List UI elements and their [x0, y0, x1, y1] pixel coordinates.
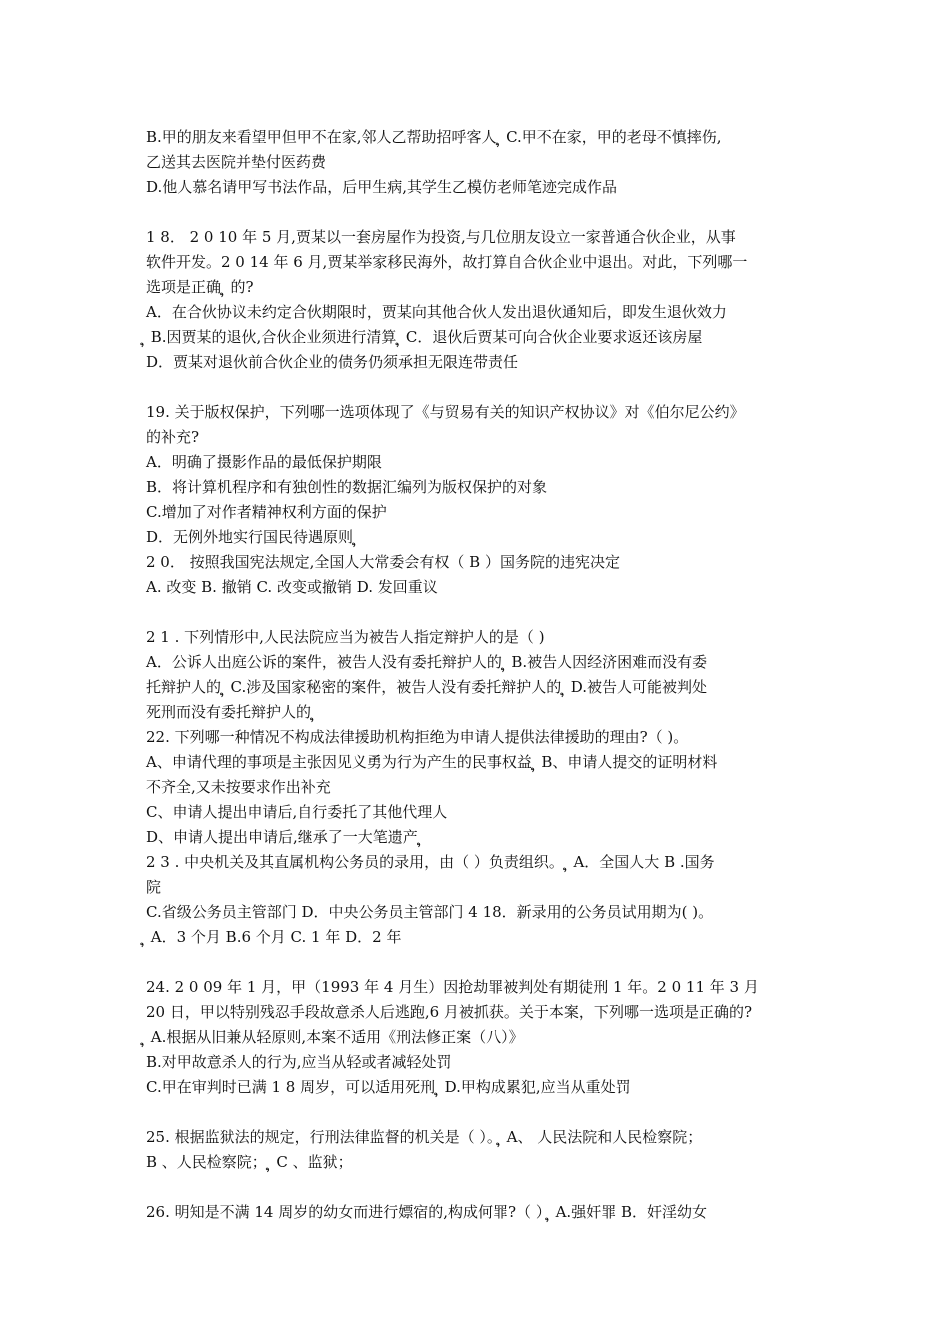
text-line: B 、人民检察院； ຸ C 、监狱； — [146, 1153, 353, 1171]
text-line: 2 0． 按照我国宪法规定,全国人大常委会有权（ B ）国务院的违宪决定 — [146, 553, 620, 571]
text-line: 25. 根据监狱法的规定，行刑法律监督的机关是（ ）。ຸ A、 人民法院和人民检察院； — [146, 1128, 703, 1146]
text-line: 不齐全,又未按要求作出补充 — [146, 778, 331, 796]
text-line: C.增加了对作者精神权利方面的保护 — [146, 503, 387, 521]
text-line: A．明确了摄影作品的最低保护期限 — [146, 453, 382, 471]
text-line: C.省级公务员主管部门 D．中央公务员主管部门 4 18．新录用的公务员试用期为( )。 — [146, 903, 714, 921]
text-line: 2 1 . 下列情形中,人民法院应当为被告人指定辩护人的是（ ) — [146, 628, 545, 646]
text-line: A．在合伙协议未约定合伙期限时，贾某向其他合伙人发出退伙通知后，即发生退伙效力 — [146, 303, 727, 321]
text-line: D．无例外地实行国民待遇原则 ຸ — [146, 528, 358, 546]
text-line: 24. 2 0 09 年 1 月，甲（1993 年 4 月生）因抢劫罪被判处有期徒刑 1 年。2 0 11 年 3 月 — [146, 978, 759, 996]
text-line: 26. 明知是不满 14 周岁的幼女而进行嫖宿的,构成何罪?（ ）ຸ A.强奸罪 B．奸淫幼女 — [146, 1203, 707, 1221]
text-line: 死刑而没有委托辩护人的 ຸ — [146, 703, 316, 721]
text-line: D．贾某对退伙前合伙企业的债务仍须承担无限连带责任 — [146, 353, 519, 371]
text-line: ຸ A．3 个月 B.6 个月 C. 1 年 D．2 年 — [146, 928, 402, 946]
text-line: ຸ B.因贾某的退伙,合伙企业须进行清算 ຸ C．退伙后贾某可向合伙企业要求返还该房屋 — [146, 328, 703, 346]
text-line: 乙送其去医院并垫付医药费 — [146, 153, 327, 171]
text-line: D、申请人提出申请后,继承了一大笔遗产 ຸ — [146, 828, 423, 846]
text-line: 的补充? — [146, 428, 200, 446]
text-line: A．公诉人出庭公诉的案件，被告人没有委托辩护人的 ຸ B.被告人因经济困难而没有委 — [146, 653, 708, 671]
text-line: A、申请代理的事项是主张因见义勇为行为产生的民事权益 ຸ B、申请人提交的证明材料 — [146, 753, 718, 771]
text-line: 选项是正确 ຸ 的? — [146, 278, 254, 296]
text-line: 19. 关于版权保护，下列哪一选项体现了《与贸易有关的知识产权协议》对《伯尔尼公约》 — [146, 403, 745, 421]
text-line: C.甲在审判时已满 1 8 周岁，可以适用死刑 ຸ D.甲构成累犯,应当从重处罚 — [146, 1078, 631, 1096]
text-line: 20 日，甲以特别残忍手段故意杀人后逃跑,6 月被抓获。关于本案，下列哪一选项是正确的? — [146, 1003, 752, 1021]
text-line: B.甲的朋友来看望甲但甲不在家,邻人乙帮助招呼客人 ຸ C.甲不在家，甲的老母不慎摔伤, — [146, 128, 722, 146]
text-line: 软件开发。2 0 14 年 6 月,贾某举家移民海外，故打算自合伙企业中退出。对此，下列哪一 — [146, 253, 748, 271]
text-line: ຸ A.根据从旧兼从轻原则,本案不适用《刑法修正案（八）》 — [146, 1028, 524, 1046]
text-line: C、申请人提出申请后,自行委托了其他代理人 — [146, 803, 448, 821]
text-line: 1 8． 2 0 10 年 5 月,贾某以一套房屋作为投资,与几位朋友设立一家普通合伙企业，从事 — [146, 228, 736, 246]
text-line: 22. 下列哪一种情况不构成法律援助机构拒绝为申请人提供法律援助的理由?（ )。 — [146, 728, 689, 746]
text-line: D.他人慕名请甲写书法作品，后甲生病,其学生乙模仿老师笔迹完成作品 — [146, 178, 618, 196]
text-line: 院 — [146, 878, 162, 896]
text-line: 2 3 . 中央机关及其直属机构公务员的录用，由（ ）负责组织。 ຸ A．全国人大 B .国务 — [146, 853, 715, 871]
text-line: 托辩护人的 ຸ C.涉及国家秘密的案件，被告人没有委托辩护人的 ຸ D.被告人可能被判处 — [146, 678, 708, 696]
text-line: B.对甲故意杀人的行为,应当从轻或者减轻处罚 — [146, 1053, 452, 1071]
text-line: A. 改变 B. 撤销 C. 改变或撤销 D. 发回重议 — [146, 578, 438, 596]
text-line: B．将计算机程序和有独创性的数据汇编列为版权保护的对象 — [146, 478, 548, 496]
